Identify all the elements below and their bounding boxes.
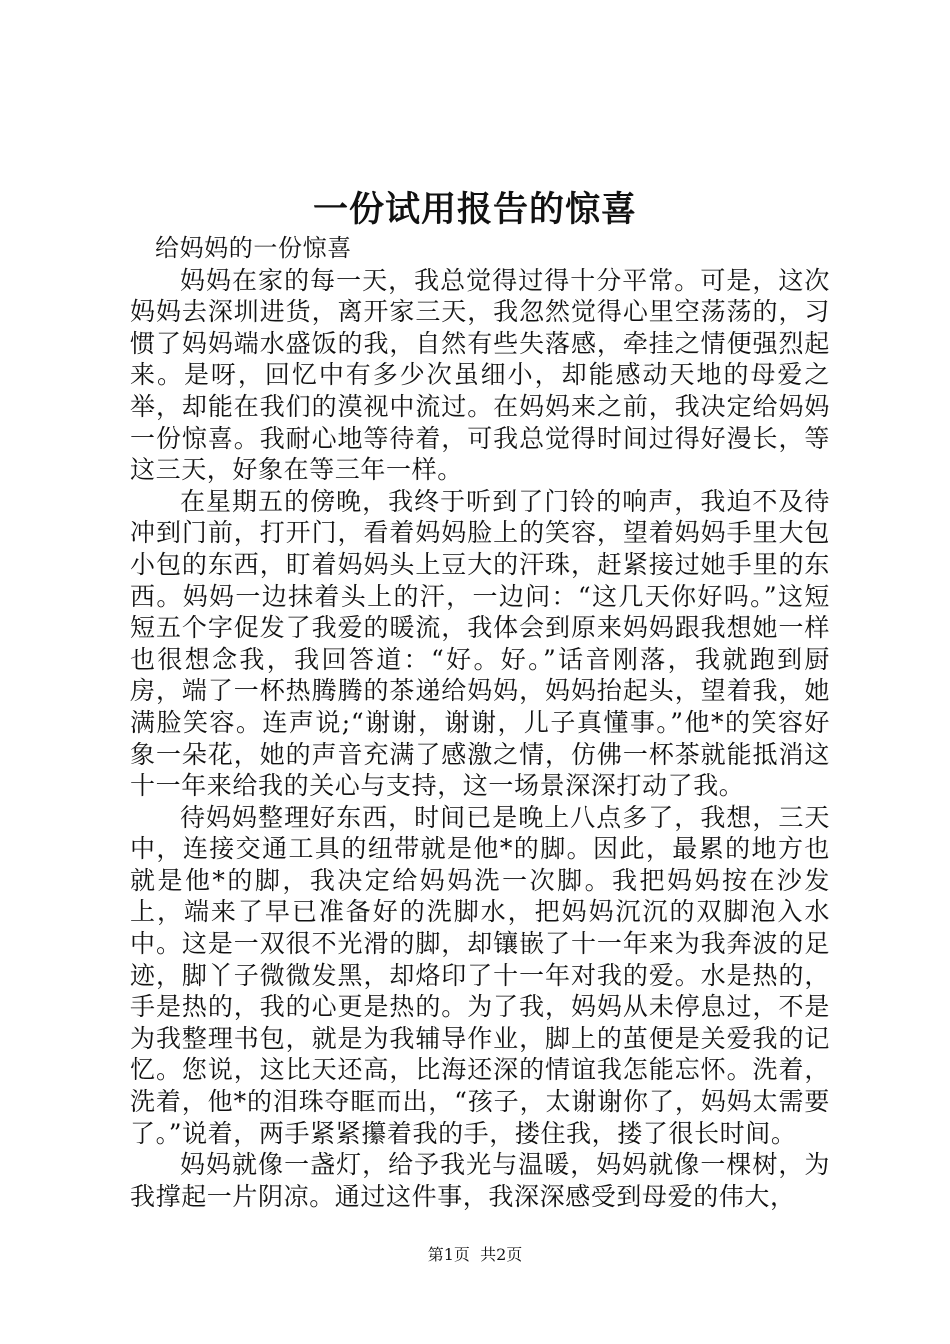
- paragraph: 妈妈在家的每一天，我总觉得过得十分平常。可是，这次妈妈去深圳进货，离开家三天，我忽然觉得心里空荡荡的，习惯了妈妈端水盛饭的我，自然有些失落感，牵挂之情便强烈起来。是呀，回忆中有多少次虽细小，却能感动天地的母爱之举，却能在我们的漠视中流过。在妈妈来之前，我决定给妈妈一份惊喜。我耐心地等待着，可我总觉得时间过得好漫长，等这三天，好象在等三年一样。: [130, 265, 830, 485]
- page-total: 共2页: [480, 1245, 523, 1264]
- paragraph: 在星期五的傍晚，我终于听到了门铃的响声，我迫不及待冲到门前，打开门，看着妈妈脸上的笑容，望着妈妈手里大包小包的东西，盯着妈妈头上豆大的汗珠，赶紧接过她手里的东西。妈妈一边抹着头上的汗，一边问：“这几天你好吗。”这短短五个字促发了我爱的暖流，我体会到原来妈妈跟我想她一样也很想念我，我回答道：“好。好。”话音刚落，我就跑到厨房，端了一杯热腾腾的茶递给妈妈，妈妈抬起头，望着我，她满脸笑容。连声说;“谢谢，谢谢，儿子真懂事。”他*的笑容好象一朵花，她的声音充满了感激之情，仿佛一杯茶就能抵消这十一年来给我的关心与支持，这一场景深深打动了我。: [130, 486, 830, 801]
- page-number: 第1页: [427, 1245, 470, 1264]
- paragraph: 妈妈就像一盏灯，给予我光与温暖，妈妈就像一棵树，为我撑起一片阴凉。通过这件事，我深深感受到母爱的伟大，: [130, 1150, 830, 1211]
- document-body: [130, 233, 830, 1212]
- paragraph: 待妈妈整理好东西，时间已是晚上八点多了，我想，三天中，连接交通工具的纽带就是他*的脚。因此，最累的地方也就是他*的脚，我决定给妈妈洗一次脚。我把妈妈按在沙发上，端来了早已准备好的洗脚水，把妈妈沉沉的双脚泡入水中。这是一双很不光滑的脚，却镶嵌了十一年来为我奔波的足迹，脚丫子微微发黑，却烙印了十一年对我的爱。水是热的，手是热的，我的心更是热的。为了我，妈妈从未停息过，不是为我整理书包，就是为我辅导作业，脚上的茧便是关爱我的记忆。您说，这比天还高，比海还深的情谊我怎能忘怀。洗着，洗着，他*的泪珠夺眶而出，“孩子，太谢谢你了，妈妈太需要了。”说着，两手紧紧攥着我的手，搂住我，搂了很长时间。: [130, 802, 830, 1148]
- page-footer: [0, 1244, 950, 1266]
- document-title: 一份试用报告的惊喜: [312, 190, 637, 230]
- paragraph-subtitle: 给妈妈的一份惊喜: [155, 234, 352, 262]
